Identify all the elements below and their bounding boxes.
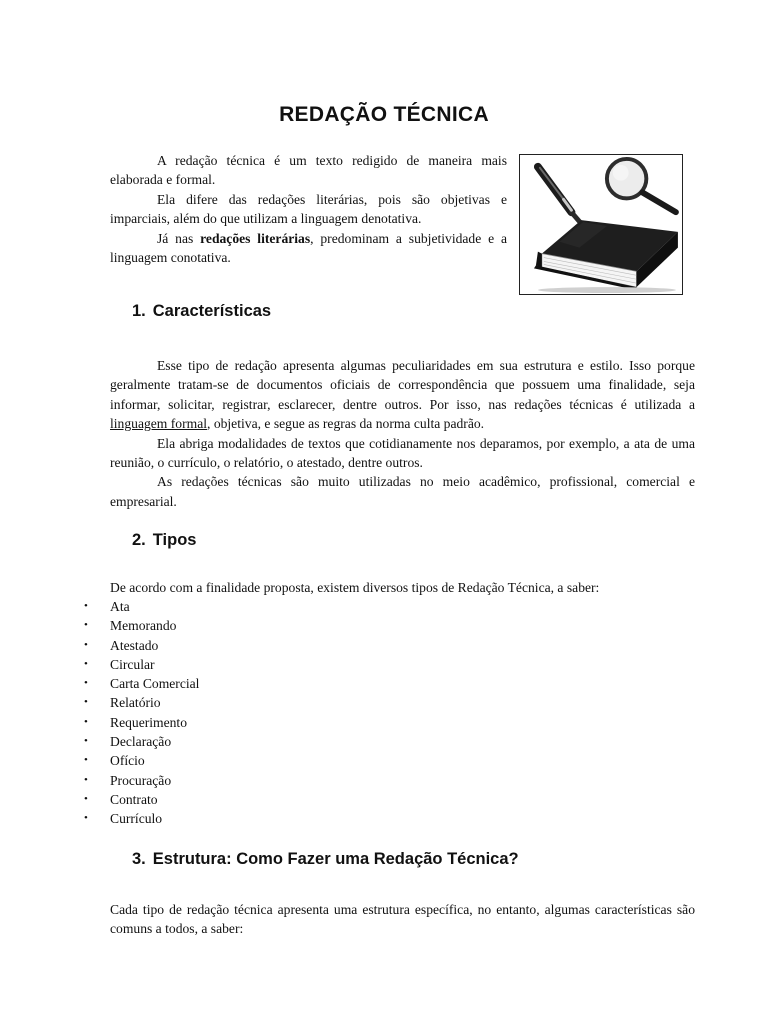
list-item-label: Ata xyxy=(110,599,130,614)
list-item-label: Memorando xyxy=(110,618,177,634)
section-title: Estrutura: Como Fazer uma Redação Técnica? xyxy=(152,850,519,868)
bullet-icon: • xyxy=(84,600,88,612)
section-heading-caracteristicas xyxy=(132,302,271,321)
bullet-icon: • xyxy=(84,677,88,690)
caracteristicas-paragraph-1 xyxy=(110,356,695,434)
list-item-label: Contrato xyxy=(110,791,158,807)
caracteristicas-paragraph-3: As redações técnicas são muito utilizadas no meio acadêmico, profissional, comercial e empresarial. xyxy=(110,474,695,509)
list-item-label: Requerimento xyxy=(110,714,188,730)
list-item xyxy=(84,655,199,674)
tipos-list xyxy=(84,597,199,829)
section-number: 3. xyxy=(132,850,146,868)
list-item-label: Circular xyxy=(110,656,155,672)
intro-paragraph-1: A redação técnica é um texto redigido de maneira mais elaborada e formal. xyxy=(110,153,507,188)
list-item xyxy=(84,616,199,635)
bullet-icon: • xyxy=(84,638,88,651)
caracteristicas-paragraph-2: Ela abriga modalidades de textos que cotidianamente nos deparamos, por exemplo, a ata de uma reunião, o currículo, o relatório, o atestado, dentre outros. xyxy=(110,435,695,471)
caracteristicas-p1-suffix: , objetiva, e segue as regras da norma culta padrão. xyxy=(207,416,485,432)
list-item xyxy=(84,597,199,616)
estrutura-paragraph-1: Cada tipo de redação técnica apresenta uma estrutura específica, no entanto, algumas características são comuns a todos, a saber: xyxy=(110,902,695,937)
section-heading-tipos xyxy=(132,531,196,550)
section-title: Tipos xyxy=(152,531,197,549)
list-item xyxy=(84,732,199,751)
list-item xyxy=(84,809,199,828)
caracteristicas-p1-prefix: Esse tipo de redação apresenta algumas peculiaridades em sua estrutura e estilo. Isso porque geralmente tratam-se de documentos oficiais de correspondência que possuem uma finalidade, seja informar, solicitar, registrar, esclarecer, dentre outros. Por isso, nas redações técnicas é utilizada a xyxy=(110,358,695,412)
intro-p3-prefix: Já nas xyxy=(157,230,201,246)
list-item-label: Declaração xyxy=(110,734,172,750)
intro-text xyxy=(110,151,507,267)
list-item xyxy=(84,674,199,693)
list-item-label: Procuração xyxy=(110,772,172,788)
list-item xyxy=(84,790,199,809)
section-heading-estrutura xyxy=(132,850,519,869)
section-title: Características xyxy=(152,302,272,320)
bullet-icon: • xyxy=(84,773,88,786)
book-illustration xyxy=(519,154,683,295)
bullet-icon: • xyxy=(84,812,88,825)
bullet-icon: • xyxy=(84,657,88,670)
list-item xyxy=(84,713,199,732)
tipos-intro: De acordo com a finalidade proposta, existem diversos tipos de Redação Técnica, a saber: xyxy=(110,580,600,595)
list-item-label: Currículo xyxy=(110,811,163,827)
intro-paragraph-3 xyxy=(110,229,507,268)
bullet-icon: • xyxy=(84,619,88,632)
list-item xyxy=(84,636,199,655)
list-item xyxy=(84,751,199,770)
bullet-icon: • xyxy=(84,715,88,728)
list-item-label: Ofício xyxy=(110,753,145,769)
list-item xyxy=(84,693,199,712)
list-item-label: Carta Comercial xyxy=(110,676,200,692)
list-item-label: Atestado xyxy=(110,637,159,653)
intro-p3-suffix: , predominam a subjetividade e a linguagem conotativa. xyxy=(110,230,507,266)
list-item xyxy=(84,771,199,790)
bullet-icon: • xyxy=(84,735,88,748)
caracteristicas-text xyxy=(110,356,695,511)
intro-p3-bold: redações literárias xyxy=(200,230,311,246)
section-number: 2. xyxy=(132,531,146,549)
linguagem-formal-link[interactable]: linguagem formal xyxy=(110,416,208,432)
section-number: 1. xyxy=(132,302,146,320)
list-item-label: Relatório xyxy=(110,695,161,711)
intro-paragraph-2: Ela difere das redações literárias, pois são objetivas e imparciais, além do que utilizam a linguagem denotativa. xyxy=(110,191,507,227)
estrutura-text xyxy=(110,900,695,939)
page-title: REDAÇÃO TÉCNICA xyxy=(279,103,489,126)
bullet-icon: • xyxy=(84,792,88,805)
bullet-icon: • xyxy=(84,754,88,767)
bullet-icon: • xyxy=(84,696,88,709)
